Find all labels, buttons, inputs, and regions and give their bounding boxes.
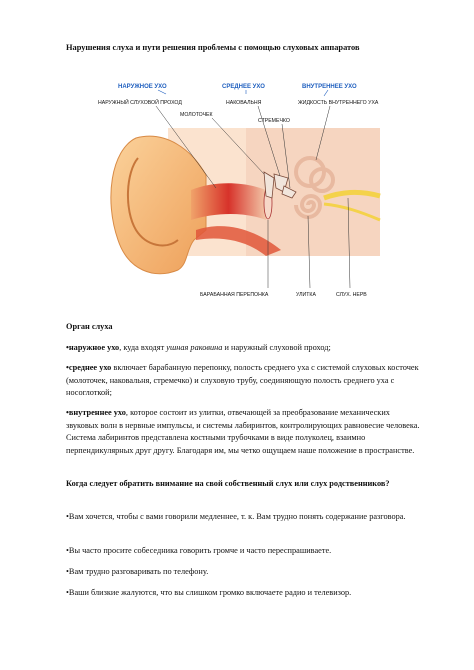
symptom-item: •Вы часто просите собеседника говорить громче и часто переспрашиваете. (66, 546, 332, 555)
label-incus: НАКОВАЛЬНЯ (226, 100, 262, 106)
section1-heading: Орган слуха (66, 322, 113, 331)
ear-anatomy-illustration (96, 80, 384, 302)
label-ear-canal: НАРУЖНЫЙ СЛУХОВОЙ ПРОХОД (98, 100, 182, 106)
bullet-outer-ear: •наружное ухо, куда входят ушная раковина и наружный слуховой проход; (66, 343, 331, 352)
label-inner-ear-fluid: ЖИДКОСТЬ ВНУТРЕННЕГО УХА (298, 100, 379, 106)
symptom-item: •Ваши близкие жалуются, что вы слишком громко включаете радио и телевизор. (66, 588, 352, 597)
section2-heading: Когда следует обратить внимание на свой собственный слух или слух родственников? (66, 479, 390, 488)
header-inner-ear: ВНУТРЕННЕЕ УХО (302, 84, 357, 90)
label-malleus: МОЛОТОЧЕК (180, 112, 213, 118)
symptom-item: •Вам трудно разговаривать по телефону. (66, 567, 209, 576)
label-stapes: СТРЕМЕЧКО (258, 118, 290, 124)
label-eardrum: БАРАБАННАЯ ПЕРЕПОНКА (200, 292, 269, 298)
symptom-item: •Вам хочется, чтобы с вами говорили медленнее, т. к. Вам трудно понять содержание разговора. (66, 512, 406, 521)
header-outer-ear: НАРУЖНОЕ УХО (118, 84, 167, 90)
bullet-middle-ear: •среднее ухо включает барабанную перепонку, полость среднего уха с системой слуховых косточек (молоточек, наковальня, стремечко) и слуховую трубу, соединяющую полость среднего уха с носоглоткой; (66, 363, 419, 398)
label-nerve: СЛУХ. НЕРВ (336, 292, 367, 298)
label-cochlea: УЛИТКА (296, 292, 316, 298)
bullet-inner-ear: •внутреннее ухо, которое состоит из улитки, отвечающей за преобразование механических звуковых волн в нервные импульсы, и системы лабиринтов, контролирующих равновесие человека. Система лабиринтов представлена костными трубочками в виде полуколец, взаимно перпендикулярных друг другу. Благодаря им, мы четко ощущаем наше положение в пространстве. (66, 408, 420, 455)
ear-anatomy-figure (96, 80, 384, 302)
header-middle-ear: СРЕДНЕЕ УХО (222, 84, 265, 90)
document-title: Нарушения слуха и пути решения проблемы с помощью слуховых аппаратов (66, 43, 360, 52)
